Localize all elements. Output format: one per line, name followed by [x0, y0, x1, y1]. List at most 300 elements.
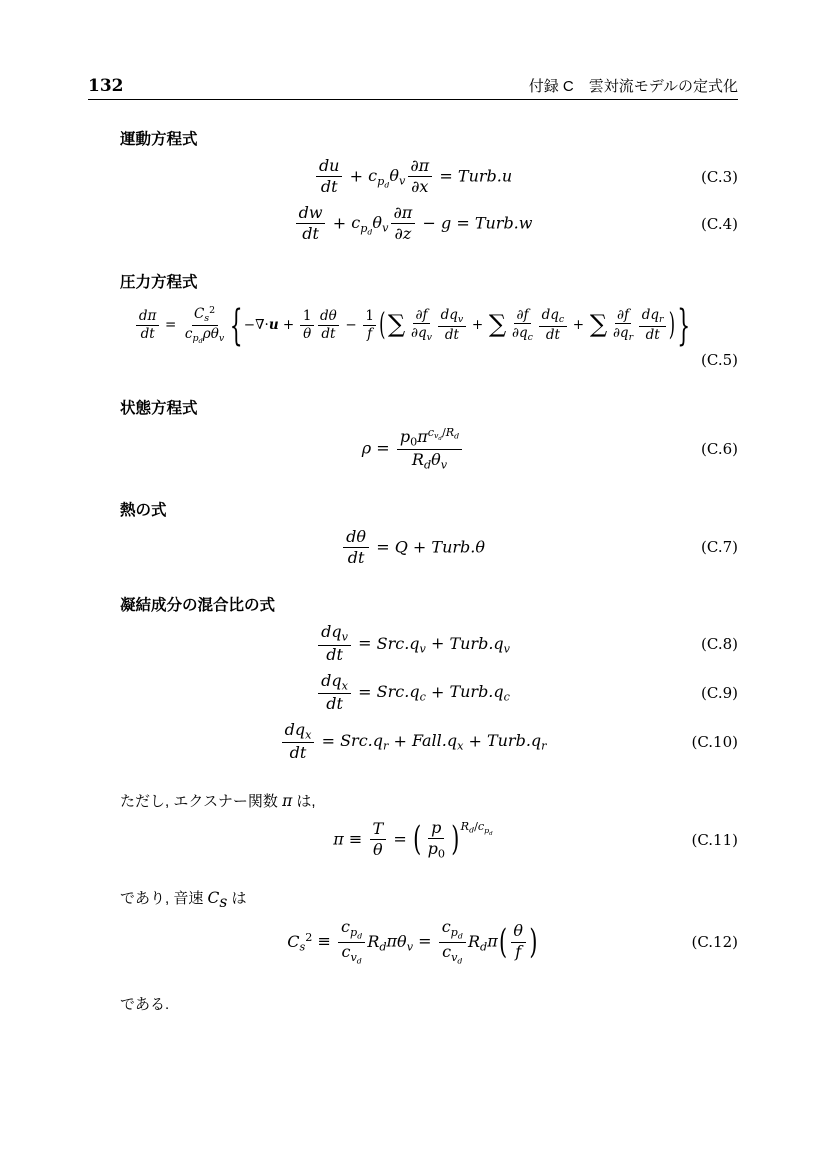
- math-text: R: [460, 820, 470, 833]
- math-subscript-group: [287, 931, 306, 954]
- math-text: π: [417, 426, 428, 446]
- fraction-numerator: [192, 306, 218, 326]
- math-text: x: [341, 679, 348, 693]
- math-superscript-group: [417, 427, 459, 446]
- equation-c3: [88, 158, 738, 196]
- math-subscript-group: [207, 889, 228, 911]
- math-text: Src.q: [376, 682, 420, 702]
- math-fraction: [363, 309, 376, 341]
- fraction-numerator: [318, 673, 351, 694]
- fraction-numerator: [296, 202, 326, 224]
- math-text: Turb.q: [449, 633, 504, 653]
- math-text: g: [440, 213, 452, 233]
- equation-number: (C.10): [691, 732, 738, 751]
- math-fraction: [438, 308, 466, 342]
- math-text: v: [503, 642, 510, 656]
- fraction-numerator: [439, 919, 466, 943]
- math-text: d: [438, 435, 442, 442]
- math-text: p: [484, 825, 490, 835]
- math-text: /: [474, 820, 478, 833]
- math-text: p: [350, 925, 358, 939]
- math-bracket: ): [529, 922, 538, 961]
- fraction-denominator: [299, 224, 321, 242]
- math-text: d: [198, 337, 203, 346]
- fraction-numerator: [428, 817, 444, 839]
- math-text: d: [357, 931, 363, 941]
- math-text: dt: [321, 325, 336, 342]
- math-text: R: [367, 931, 380, 951]
- equation-number: (C.9): [701, 683, 738, 702]
- text-run: は,: [292, 792, 316, 810]
- math-text: v: [440, 458, 448, 472]
- math-text: c: [427, 425, 434, 439]
- math-subscript-group: [294, 719, 312, 742]
- math-fraction: [439, 919, 466, 965]
- math-text: −∇·: [243, 316, 269, 333]
- math-fraction: [300, 309, 313, 341]
- math-text: Turb.w: [474, 213, 533, 233]
- math-text: c: [558, 313, 565, 325]
- section-heading: 状態方程式: [120, 399, 198, 417]
- math-fraction: [318, 624, 351, 664]
- text-run: である.: [120, 996, 170, 1014]
- equation-number: (C.7): [701, 538, 738, 557]
- math-text: =: [371, 438, 395, 458]
- fraction-numerator: [318, 624, 351, 645]
- fraction-numerator: [539, 308, 566, 327]
- math-text: dt: [347, 547, 365, 567]
- math-subscript-group: [449, 682, 510, 705]
- math-subscript-group: [192, 333, 202, 344]
- math-fraction: [282, 719, 315, 762]
- fraction-numerator: [615, 308, 632, 325]
- math-text: c: [368, 166, 378, 186]
- math-subscript-group: [427, 425, 442, 442]
- math-subscript-group: [340, 731, 389, 753]
- math-text: dt: [545, 327, 560, 344]
- math-subscript-group: [427, 838, 445, 861]
- math-fraction: [611, 308, 636, 342]
- math-subscript-group: [446, 426, 459, 439]
- fraction-numerator: [413, 308, 430, 325]
- math-fraction: [639, 308, 666, 342]
- math-subscript-group: [449, 633, 510, 656]
- fraction-denominator: [611, 324, 636, 342]
- math-text: =: [434, 166, 458, 186]
- math-text: c: [503, 691, 510, 705]
- math-text: Turb.q: [449, 682, 504, 702]
- math-text: dt: [140, 325, 155, 342]
- equation-number: (C.6): [701, 439, 738, 458]
- equation-body: [88, 919, 738, 965]
- text-run: ただし, エクスナー関数: [120, 792, 283, 810]
- math-text: C: [207, 889, 220, 908]
- math-text: p: [431, 817, 442, 837]
- math-text: π: [282, 791, 293, 810]
- equation-c7: [88, 526, 738, 567]
- math-subscript-group: [377, 175, 389, 188]
- fraction-denominator: [425, 839, 448, 859]
- math-subscript-group: [351, 213, 373, 237]
- math-text: v: [398, 174, 406, 188]
- math-fraction: [511, 923, 526, 961]
- math-text: dt: [320, 176, 338, 196]
- math-text: d: [641, 306, 651, 323]
- math-text: d: [423, 458, 432, 472]
- math-fraction: [296, 202, 326, 243]
- math-text: d: [457, 956, 463, 966]
- math-text: ρ: [202, 325, 211, 342]
- math-text: d: [367, 227, 373, 237]
- math-fraction: [539, 308, 566, 342]
- fraction-numerator: [338, 919, 365, 943]
- fraction-denominator: [287, 743, 309, 761]
- math-text: +: [388, 731, 412, 751]
- math-text: Q: [394, 536, 408, 556]
- math-text: v: [451, 951, 458, 965]
- math-subscript-group: [550, 307, 564, 323]
- summation-symbol: ∑: [488, 309, 507, 339]
- math-text: dt: [326, 694, 343, 714]
- math-text: r: [659, 313, 664, 325]
- math-text: d: [454, 431, 460, 441]
- equation-c12: [88, 919, 738, 965]
- math-subscript-group: [331, 671, 348, 693]
- math-text: q: [449, 306, 458, 323]
- math-text: 0: [410, 435, 418, 449]
- math-fraction: [409, 308, 435, 342]
- equation-body: [88, 673, 738, 713]
- equation-number: (C.3): [701, 167, 738, 186]
- math-superscript-group: [460, 820, 493, 848]
- math-text: ∂f: [415, 306, 428, 323]
- equation-number: (C.5): [701, 350, 738, 369]
- math-text: p: [360, 221, 368, 235]
- math-text: q: [550, 306, 559, 323]
- math-subscript-group: [461, 820, 474, 833]
- math-subscript-group: [434, 431, 442, 440]
- math-text: dt: [326, 645, 343, 665]
- math-text: =: [353, 682, 377, 702]
- math-text: p: [450, 925, 458, 939]
- math-text: v: [433, 431, 439, 441]
- math-text: d: [384, 180, 390, 190]
- math-text: s: [299, 940, 306, 954]
- fraction-denominator: [301, 326, 314, 342]
- math-subscript-group: [350, 926, 362, 939]
- math-subscript-group: [477, 820, 493, 837]
- math-fraction: [370, 818, 386, 859]
- math-fraction: [338, 919, 365, 965]
- math-subscript-group: [368, 166, 390, 190]
- math-text: c: [184, 325, 193, 342]
- math-text: v: [218, 332, 225, 344]
- math-subscript-group: [389, 166, 406, 188]
- math-text: d: [356, 956, 362, 966]
- fraction-denominator: [409, 324, 435, 342]
- equation-number: (C.12): [691, 933, 738, 952]
- math-text: =: [451, 213, 475, 233]
- math-text: p: [427, 838, 438, 858]
- math-text: ≡: [343, 829, 368, 848]
- equation-body: [88, 202, 738, 243]
- math-text: π: [386, 931, 398, 951]
- math-text: R: [411, 449, 424, 469]
- math-text: q: [519, 324, 528, 341]
- math-text: ∂f: [516, 306, 529, 323]
- math-text: ∂x: [411, 176, 429, 196]
- math-subscript-group: [184, 325, 203, 346]
- math-subscript-group: [451, 951, 462, 964]
- math-superscript-group: [287, 930, 313, 954]
- math-text: +: [425, 633, 450, 653]
- math-text: d: [469, 825, 475, 835]
- math-text: dw: [298, 202, 323, 222]
- equation-c11: [88, 817, 738, 861]
- math-text: q: [650, 306, 659, 323]
- math-text: +: [463, 731, 487, 751]
- math-text: +: [278, 316, 299, 333]
- math-text: d: [480, 940, 488, 954]
- math-subscript-group: [360, 222, 372, 235]
- math-text: ∂π: [410, 156, 430, 175]
- fraction-denominator: [409, 450, 450, 470]
- math-text: θ: [373, 839, 383, 859]
- math-text: d: [321, 622, 332, 642]
- math-text: c: [442, 942, 452, 962]
- math-text: Src.q: [340, 731, 383, 751]
- math-text: π: [333, 829, 344, 848]
- section-heading: 凝結成分の混合比の式: [120, 597, 276, 615]
- fraction-denominator: [442, 327, 461, 343]
- math-bracket: (: [379, 305, 386, 342]
- math-bracket: ): [668, 305, 676, 342]
- fraction-denominator: [183, 326, 227, 345]
- math-text: d: [541, 306, 551, 323]
- math-text: +: [467, 316, 488, 333]
- math-text: ∂: [512, 324, 520, 341]
- math-subscript-group: [211, 326, 224, 342]
- equation-c10: [88, 719, 738, 762]
- math-subscript-group: [441, 917, 463, 941]
- math-text: x: [457, 739, 464, 753]
- math-text: dt: [289, 742, 307, 762]
- math-text: +: [327, 213, 352, 233]
- fraction-denominator: [318, 177, 340, 195]
- math-text: c: [351, 213, 361, 233]
- math-fraction: [408, 158, 433, 196]
- math-text: R: [467, 931, 481, 951]
- math-text: =: [388, 829, 412, 848]
- math-text: Fall.q: [411, 731, 458, 751]
- text-run: であり, 音速: [120, 890, 208, 908]
- fraction-numerator: [438, 308, 466, 327]
- math-text: 1: [365, 308, 374, 325]
- math-bracket: (: [498, 922, 508, 961]
- math-text: v: [457, 313, 464, 325]
- page-header: [88, 78, 738, 100]
- math-subscript-group: [376, 682, 426, 705]
- math-text: x: [305, 728, 312, 742]
- math-subscript-group: [372, 213, 389, 235]
- math-fraction: [136, 309, 158, 341]
- math-text: +: [344, 166, 369, 186]
- math-text: ∂: [612, 324, 620, 341]
- text-run: は: [227, 890, 247, 908]
- math-subscript-group: [449, 307, 463, 323]
- math-text: =: [160, 316, 181, 333]
- equation-number: (C.8): [701, 635, 738, 654]
- math-subscript-group: [431, 449, 448, 472]
- fraction-denominator: [370, 840, 385, 858]
- fraction-denominator: [323, 646, 345, 664]
- math-text: c: [477, 820, 485, 833]
- math-text: c: [341, 942, 351, 962]
- math-text: c: [341, 917, 351, 937]
- fraction-numerator: [370, 818, 386, 840]
- math-subscript-group: [484, 826, 493, 835]
- math-text: s: [219, 892, 228, 911]
- math-text: +: [425, 682, 450, 702]
- math-text: dt: [302, 223, 319, 243]
- math-bracket: }: [677, 299, 691, 351]
- math-text: f: [515, 942, 522, 962]
- math-text: r: [383, 739, 389, 753]
- math-bracket: {: [229, 299, 243, 351]
- fraction-numerator: [318, 309, 340, 326]
- equation-body: [88, 624, 738, 664]
- math-text: ∂f: [617, 306, 629, 323]
- fraction-denominator: [392, 224, 414, 242]
- math-text: ∂π: [393, 202, 413, 222]
- math-text: q: [418, 324, 427, 341]
- fraction-denominator: [543, 327, 562, 343]
- fraction-numerator: [408, 158, 433, 177]
- math-subscript-group: [331, 622, 348, 644]
- fraction-numerator: [282, 719, 315, 743]
- equation-c4: [88, 202, 738, 243]
- math-text: f: [367, 325, 373, 342]
- math-text: dθ: [346, 526, 366, 546]
- math-bracket: ): [451, 819, 460, 859]
- fraction-denominator: [365, 326, 375, 342]
- fraction-numerator: [363, 309, 376, 326]
- math-text: r: [628, 331, 634, 343]
- math-text: θ: [431, 449, 441, 469]
- math-subscript-group: [194, 306, 209, 322]
- math-text: θ: [210, 325, 219, 342]
- math-text: π: [487, 931, 498, 951]
- fraction-numerator: [136, 309, 158, 326]
- math-text: 2: [305, 930, 313, 944]
- fraction-denominator: [439, 943, 465, 966]
- paragraph: [88, 887, 738, 910]
- math-text: 1: [302, 308, 312, 325]
- math-fraction: [391, 202, 416, 243]
- math-text: v: [382, 221, 389, 235]
- math-subscript-group: [442, 942, 463, 966]
- fraction-numerator: [343, 526, 369, 548]
- math-subscript-group: [350, 951, 361, 964]
- fraction-numerator: [391, 202, 416, 224]
- math-subscript-group: [341, 917, 363, 941]
- math-subscript-group: [650, 307, 663, 323]
- math-text: Turb.θ: [431, 536, 485, 556]
- section-heading: 圧力方程式: [120, 273, 198, 291]
- math-text: r: [541, 739, 547, 753]
- math-subscript-group: [399, 426, 418, 449]
- math-fraction: [425, 817, 448, 861]
- math-bracket: (: [413, 819, 422, 859]
- math-text: Turb.u: [457, 166, 513, 186]
- math-text: dθ: [320, 308, 337, 325]
- math-subscript-group: [467, 931, 488, 954]
- page-number: 132: [88, 76, 124, 96]
- math-text: d: [284, 719, 295, 739]
- math-text: Turb.q: [486, 731, 542, 751]
- math-superscript-group: [194, 306, 215, 322]
- fraction-numerator: [316, 158, 342, 177]
- math-text: =: [353, 633, 377, 653]
- math-text: c: [527, 331, 533, 343]
- fraction-numerator: [639, 308, 666, 327]
- math-text: =: [413, 931, 437, 951]
- paragraph: [88, 993, 738, 1014]
- math-text: 0: [437, 847, 445, 861]
- math-text: d: [379, 940, 387, 954]
- math-text: C: [287, 931, 300, 951]
- math-text: p: [399, 426, 411, 446]
- equation-c9: [88, 673, 738, 713]
- math-text: c: [419, 691, 426, 705]
- math-fraction: [343, 526, 369, 567]
- fraction-numerator: [514, 308, 531, 325]
- math-text: ∂z: [394, 223, 412, 243]
- summation-symbol: ∑: [387, 309, 406, 339]
- math-text: p: [377, 174, 385, 188]
- math-fraction: [316, 158, 342, 196]
- math-text: R: [445, 425, 455, 439]
- math-subscript-group: [341, 942, 362, 966]
- fraction-denominator: [510, 324, 536, 342]
- math-text: /: [441, 425, 446, 439]
- equation-c6: [88, 427, 738, 471]
- math-fraction: [318, 309, 340, 341]
- equation-body: [88, 299, 738, 351]
- math-text: T: [372, 818, 384, 838]
- math-text: v: [350, 951, 357, 965]
- fraction-numerator: [300, 309, 313, 326]
- paragraph: [88, 790, 738, 811]
- math-text: dπ: [138, 308, 157, 325]
- math-subscript-group: [451, 926, 463, 939]
- fraction-numerator: [511, 923, 526, 942]
- math-text: =: [316, 731, 341, 751]
- math-fraction: [510, 308, 536, 342]
- math-subscript-group: [620, 325, 633, 341]
- math-fraction: [183, 306, 227, 345]
- fraction-numerator: [397, 427, 462, 451]
- math-subscript-group: [367, 931, 387, 954]
- math-vector: u: [268, 316, 279, 333]
- math-text: v: [406, 940, 414, 954]
- math-text: v: [426, 331, 433, 343]
- math-text: θ: [397, 931, 407, 951]
- section-heading: 熱の式: [120, 501, 167, 519]
- math-text: d: [440, 306, 450, 323]
- math-text: +: [407, 536, 432, 556]
- math-text: p: [192, 332, 199, 344]
